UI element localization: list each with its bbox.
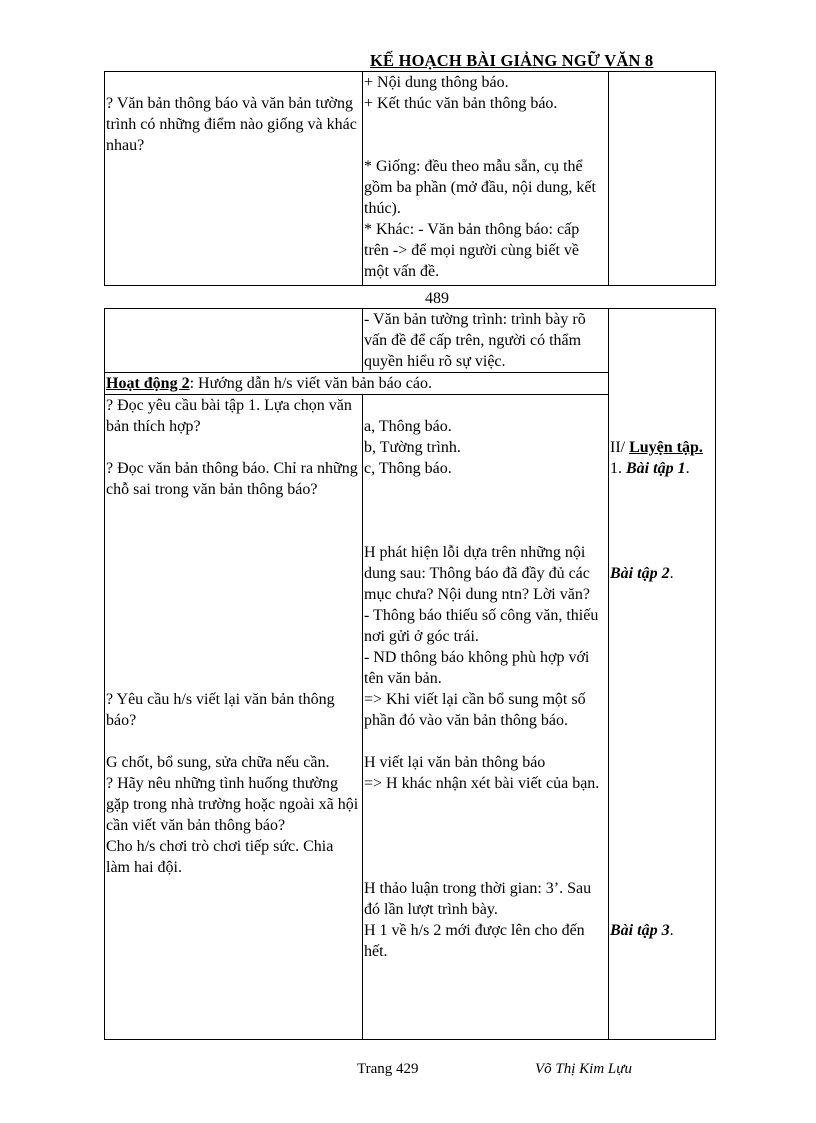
content-cell: [609, 72, 716, 286]
footer-page: Trang 429: [357, 1061, 419, 1077]
exercise-2-label: Bài tập 2.: [610, 565, 674, 582]
student-activity-cell: [363, 72, 609, 286]
teacher-questions-cell: [105, 395, 363, 1040]
comparison-notes: * Giống: đều theo mẫu sẵn, cụ thể gồm ba phần (mở đầu, nội dung, kết thúc). * Khác: - Văn bản thông báo: cấp trên -> để mọi người cùng biết về một vấn đề.: [364, 158, 596, 280]
rewrite-notes: H viết lại văn bản thông báo => H khác nhận xét bài viết của bạn.: [364, 754, 600, 792]
question-3: ? Yêu cầu h/s viết lại văn bản thông báo?: [106, 691, 335, 729]
lesson-table-2: [104, 308, 716, 1040]
teacher-activity-cell: [105, 72, 363, 286]
question-2: ? Đọc văn bản thông báo. Chỉ ra những chỗ sai trong văn bản thông báo?: [106, 460, 358, 498]
exercise-2-analysis: H phát hiện lỗi dựa trên những nội dung sau: Thông báo đã đầy đủ các mục chưa? Nội dung ntn? Lời văn? - Thông báo thiếu số công văn, thiếu nơi gửi ở góc trái. - ND thông báo không phù hợp với tên văn bản. => Khi viết lại cần bổ sung một số phần đó vào văn bản thông báo.: [364, 544, 599, 729]
teacher-note: G chốt, bổ sung, sửa chữa nếu cần.: [106, 754, 330, 771]
report-notes-cell: [363, 309, 609, 373]
activity-text: : Hướng dẫn h/s viết văn bản báo cáo.: [189, 375, 432, 392]
content-notes: + Nội dung thông báo. + Kết thúc văn bản thông báo.: [364, 74, 558, 112]
exercise-1-answers: a, Thông báo. b, Tường trình. c, Thông báo.: [364, 418, 461, 477]
question-4: ? Hãy nêu những tình huống thường gặp trong nhà trường hoặc ngoài xã hội cần viết văn bản thông báo?: [106, 775, 359, 834]
discussion-notes: H thảo luận trong thời gian: 3’. Sau đó lần lượt trình bày. H 1 về h/s 2 mới được lên cho đến hết.: [364, 880, 592, 960]
page-title: KẾ HOẠCH BÀI GIẢNG NGỮ VĂN 8: [370, 51, 654, 70]
activity-label: Hoạt động 2: [106, 375, 190, 392]
question-text: ? Văn bản thông báo và văn bản tường trình có những điểm nào giống và khác nhau?: [106, 95, 357, 154]
practice-section-cell: [609, 309, 716, 1040]
exercise-3-label: Bài tập 3.: [610, 922, 674, 939]
student-answers-cell: [363, 395, 609, 1040]
empty-cell: [105, 309, 363, 373]
exercise-1-label: 1. Bài tập 1.: [610, 460, 690, 477]
question-1: ? Đọc yêu cầu bài tập 1. Lựa chọn văn bản thích hợp?: [106, 397, 352, 435]
footer-author: Võ Thị Kim Lựu: [535, 1061, 632, 1077]
report-notes: - Văn bản tường trình: trình bày rõ vấn đề để cấp trên, người có thẩm quyền hiểu rõ sự việc.: [364, 311, 586, 370]
lesson-table-1: [104, 71, 716, 286]
page-marker: 489: [425, 290, 449, 307]
practice-heading: II/ Luyện tập.: [610, 439, 703, 456]
game-instruction: Cho h/s chơi trò chơi tiếp sức. Chia làm hai đội.: [106, 838, 334, 876]
activity-heading-cell: [105, 373, 609, 395]
